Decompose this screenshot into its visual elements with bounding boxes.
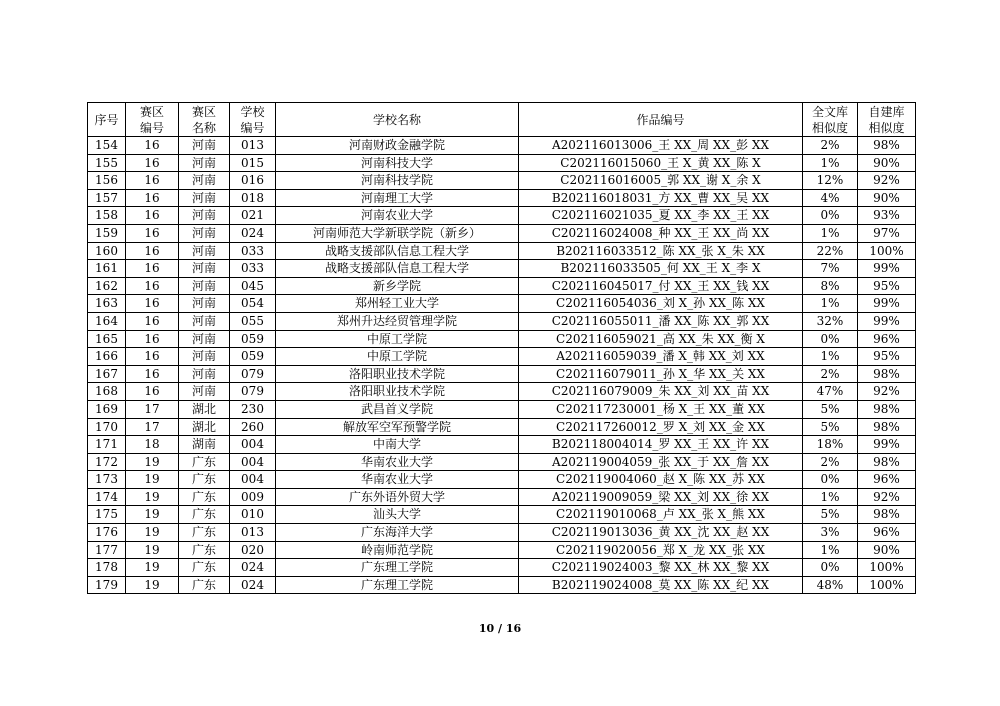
cell-col-school-name: 华南农业大学 — [276, 453, 519, 471]
cell-col-fulltext-similarity: 0% — [803, 330, 858, 348]
table-row — [88, 242, 916, 260]
table-header-row — [88, 103, 916, 137]
table-row — [88, 365, 916, 383]
cell-col-work-id: A202119009059_梁 XX_刘 XX_徐 XX — [519, 488, 803, 506]
cell-col-region-name: 广东 — [179, 541, 230, 559]
cell-col-school-code: 260 — [230, 418, 276, 436]
table-row — [88, 207, 916, 225]
cell-col-region-name: 广东 — [179, 471, 230, 489]
table-row — [88, 348, 916, 366]
header-col-region-code — [126, 103, 179, 137]
table-row — [88, 312, 916, 330]
cell-col-school-name: 华南农业大学 — [276, 471, 519, 489]
cell-col-school-code: 054 — [230, 295, 276, 313]
cell-col-school-code: 230 — [230, 400, 276, 418]
table-row — [88, 277, 916, 295]
cell-col-fulltext-similarity: 18% — [803, 436, 858, 454]
cell-col-school-code: 013 — [230, 137, 276, 155]
cell-col-school-name: 河南科技学院 — [276, 172, 519, 190]
cell-col-region-name: 河南 — [179, 207, 230, 225]
cell-col-index: 154 — [88, 137, 126, 155]
cell-col-work-id: C202119020056_郑 X_龙 XX_张 XX — [519, 541, 803, 559]
header-col-region-name — [179, 103, 230, 137]
cell-col-work-id: A202119004059_张 XX_于 XX_詹 XX — [519, 453, 803, 471]
cell-col-index: 158 — [88, 207, 126, 225]
header-label: 作品编号 — [636, 112, 685, 127]
cell-col-fulltext-similarity: 5% — [803, 400, 858, 418]
cell-col-school-name: 战略支援部队信息工程大学 — [276, 242, 519, 260]
table-row — [88, 330, 916, 348]
header-label: 编号 — [240, 120, 265, 135]
cell-col-school-name: 新乡学院 — [276, 277, 519, 295]
cell-col-fulltext-similarity: 0% — [803, 471, 858, 489]
cell-col-selfbuilt-similarity: 99% — [858, 260, 916, 278]
cell-col-selfbuilt-similarity: 90% — [858, 154, 916, 172]
cell-col-region-name: 湖南 — [179, 436, 230, 454]
header-col-fulltext-similarity — [803, 103, 858, 137]
cell-col-school-code: 013 — [230, 524, 276, 542]
cell-col-region-name: 河南 — [179, 348, 230, 366]
cell-col-school-code: 079 — [230, 383, 276, 401]
results-table — [87, 102, 916, 594]
cell-col-region-name: 河南 — [179, 295, 230, 313]
cell-col-region-name: 广东 — [179, 506, 230, 524]
cell-col-region-name: 广东 — [179, 559, 230, 577]
table-row — [88, 295, 916, 313]
cell-col-school-name: 广东外语外贸大学 — [276, 488, 519, 506]
cell-col-region-code: 16 — [126, 348, 179, 366]
table-row — [88, 471, 916, 489]
cell-col-selfbuilt-similarity: 93% — [858, 207, 916, 225]
cell-col-fulltext-similarity: 2% — [803, 137, 858, 155]
cell-col-school-name: 战略支援部队信息工程大学 — [276, 260, 519, 278]
table-row — [88, 400, 916, 418]
cell-col-selfbuilt-similarity: 99% — [858, 295, 916, 313]
cell-col-region-code: 16 — [126, 207, 179, 225]
cell-col-school-code: 024 — [230, 576, 276, 594]
cell-col-index: 163 — [88, 295, 126, 313]
cell-col-school-code: 016 — [230, 172, 276, 190]
cell-col-fulltext-similarity: 48% — [803, 576, 858, 594]
cell-col-school-name: 广东理工学院 — [276, 559, 519, 577]
header-col-school-code — [230, 103, 276, 137]
cell-col-school-name: 河南农业大学 — [276, 207, 519, 225]
cell-col-region-code: 16 — [126, 242, 179, 260]
cell-col-school-name: 武昌首义学院 — [276, 400, 519, 418]
cell-col-region-name: 广东 — [179, 524, 230, 542]
header-label: 赛区 — [191, 104, 216, 119]
cell-col-region-name: 河南 — [179, 260, 230, 278]
cell-col-region-name: 河南 — [179, 242, 230, 260]
cell-col-school-code: 033 — [230, 260, 276, 278]
cell-col-fulltext-similarity: 47% — [803, 383, 858, 401]
header-label: 赛区 — [139, 104, 164, 119]
cell-col-work-id: C202116024008_种 XX_王 XX_尚 XX — [519, 224, 803, 242]
cell-col-region-code: 16 — [126, 277, 179, 295]
cell-col-index: 176 — [88, 524, 126, 542]
cell-col-index: 173 — [88, 471, 126, 489]
cell-col-index: 172 — [88, 453, 126, 471]
cell-col-selfbuilt-similarity: 100% — [858, 576, 916, 594]
cell-col-region-code: 18 — [126, 436, 179, 454]
cell-col-index: 156 — [88, 172, 126, 190]
cell-col-index: 164 — [88, 312, 126, 330]
header-label: 自建库 — [868, 104, 905, 119]
cell-col-region-name: 广东 — [179, 453, 230, 471]
cell-col-region-code: 16 — [126, 295, 179, 313]
header-label: 全文库 — [811, 104, 848, 119]
cell-col-selfbuilt-similarity: 92% — [858, 172, 916, 190]
cell-col-school-name: 岭南师范学院 — [276, 541, 519, 559]
table-row — [88, 418, 916, 436]
cell-col-work-id: C202116079009_朱 XX_刘 XX_苗 XX — [519, 383, 803, 401]
cell-col-selfbuilt-similarity: 90% — [858, 541, 916, 559]
cell-col-selfbuilt-similarity: 99% — [858, 312, 916, 330]
cell-col-school-name: 解放军空军预警学院 — [276, 418, 519, 436]
cell-col-index: 155 — [88, 154, 126, 172]
cell-col-index: 160 — [88, 242, 126, 260]
cell-col-index: 167 — [88, 365, 126, 383]
table-row — [88, 260, 916, 278]
cell-col-region-name: 河南 — [179, 312, 230, 330]
cell-col-fulltext-similarity: 1% — [803, 541, 858, 559]
cell-col-selfbuilt-similarity: 99% — [858, 436, 916, 454]
cell-col-fulltext-similarity: 12% — [803, 172, 858, 190]
cell-col-school-name: 中原工学院 — [276, 348, 519, 366]
cell-col-region-name: 河南 — [179, 189, 230, 207]
cell-col-work-id: C202119004060_赵 X_陈 XX_苏 XX — [519, 471, 803, 489]
cell-col-index: 157 — [88, 189, 126, 207]
cell-col-selfbuilt-similarity: 95% — [858, 348, 916, 366]
cell-col-school-code: 015 — [230, 154, 276, 172]
cell-col-work-id: C202119013036_黄 XX_沈 XX_赵 XX — [519, 524, 803, 542]
cell-col-work-id: B202116033512_陈 XX_张 X_朱 XX — [519, 242, 803, 260]
cell-col-school-name: 河南师范大学新联学院（新乡） — [276, 224, 519, 242]
table-row — [88, 172, 916, 190]
cell-col-region-code: 19 — [126, 541, 179, 559]
cell-col-selfbuilt-similarity: 97% — [858, 224, 916, 242]
cell-col-region-code: 16 — [126, 224, 179, 242]
cell-col-selfbuilt-similarity: 95% — [858, 277, 916, 295]
cell-col-work-id: C202116045017_付 XX_王 XX_钱 XX — [519, 277, 803, 295]
cell-col-work-id: B202119024008_莫 XX_陈 XX_纪 XX — [519, 576, 803, 594]
cell-col-school-name: 郑州轻工业大学 — [276, 295, 519, 313]
cell-col-work-id: C202119024003_黎 XX_林 XX_黎 XX — [519, 559, 803, 577]
cell-col-school-name: 汕头大学 — [276, 506, 519, 524]
header-label: 编号 — [139, 120, 164, 135]
cell-col-region-code: 16 — [126, 330, 179, 348]
cell-col-region-name: 河南 — [179, 383, 230, 401]
header-label: 名称 — [191, 120, 216, 135]
header-label: 相似度 — [811, 120, 848, 135]
cell-col-selfbuilt-similarity: 100% — [858, 242, 916, 260]
cell-col-school-code: 004 — [230, 471, 276, 489]
cell-col-school-code: 010 — [230, 506, 276, 524]
cell-col-fulltext-similarity: 8% — [803, 277, 858, 295]
cell-col-fulltext-similarity: 1% — [803, 488, 858, 506]
cell-col-school-code: 059 — [230, 348, 276, 366]
cell-col-selfbuilt-similarity: 98% — [858, 506, 916, 524]
cell-col-fulltext-similarity: 5% — [803, 506, 858, 524]
table-body — [88, 137, 916, 594]
cell-col-work-id: B202116018031_方 XX_曹 XX_吴 XX — [519, 189, 803, 207]
cell-col-selfbuilt-similarity: 96% — [858, 524, 916, 542]
cell-col-school-code: 079 — [230, 365, 276, 383]
cell-col-region-name: 河南 — [179, 277, 230, 295]
cell-col-school-name: 洛阳职业技术学院 — [276, 365, 519, 383]
cell-col-fulltext-similarity: 2% — [803, 365, 858, 383]
cell-col-fulltext-similarity: 0% — [803, 207, 858, 225]
cell-col-selfbuilt-similarity: 98% — [858, 365, 916, 383]
cell-col-selfbuilt-similarity: 92% — [858, 383, 916, 401]
cell-col-school-code: 033 — [230, 242, 276, 260]
cell-col-region-code: 16 — [126, 137, 179, 155]
header-label: 序号 — [94, 112, 119, 127]
cell-col-index: 170 — [88, 418, 126, 436]
cell-col-school-code: 059 — [230, 330, 276, 348]
cell-col-region-code: 16 — [126, 365, 179, 383]
table-row — [88, 488, 916, 506]
cell-col-work-id: C202116015060_王 X_黄 XX_陈 X — [519, 154, 803, 172]
cell-col-region-name: 河南 — [179, 365, 230, 383]
cell-col-index: 178 — [88, 559, 126, 577]
cell-col-region-name: 湖北 — [179, 418, 230, 436]
cell-col-index: 159 — [88, 224, 126, 242]
cell-col-school-code: 045 — [230, 277, 276, 295]
cell-col-school-code: 018 — [230, 189, 276, 207]
cell-col-region-code: 17 — [126, 400, 179, 418]
cell-col-region-code: 16 — [126, 172, 179, 190]
cell-col-fulltext-similarity: 32% — [803, 312, 858, 330]
cell-col-fulltext-similarity: 3% — [803, 524, 858, 542]
cell-col-index: 161 — [88, 260, 126, 278]
cell-col-region-name: 河南 — [179, 224, 230, 242]
cell-col-region-code: 16 — [126, 383, 179, 401]
cell-col-index: 175 — [88, 506, 126, 524]
cell-col-index: 168 — [88, 383, 126, 401]
cell-col-selfbuilt-similarity: 90% — [858, 189, 916, 207]
header-col-index — [88, 103, 126, 137]
cell-col-selfbuilt-similarity: 92% — [858, 488, 916, 506]
cell-col-work-id: C202117230001_杨 X_王 XX_董 XX — [519, 400, 803, 418]
cell-col-region-name: 河南 — [179, 137, 230, 155]
cell-col-index: 162 — [88, 277, 126, 295]
cell-col-work-id: C202116059021_高 XX_朱 XX_衡 X — [519, 330, 803, 348]
cell-col-school-code: 021 — [230, 207, 276, 225]
cell-col-index: 166 — [88, 348, 126, 366]
cell-col-region-code: 17 — [126, 418, 179, 436]
cell-col-school-name: 河南理工大学 — [276, 189, 519, 207]
cell-col-school-code: 024 — [230, 559, 276, 577]
cell-col-selfbuilt-similarity: 100% — [858, 559, 916, 577]
cell-col-work-id: C202116054036_刘 X_孙 XX_陈 XX — [519, 295, 803, 313]
cell-col-school-name: 洛阳职业技术学院 — [276, 383, 519, 401]
cell-col-fulltext-similarity: 1% — [803, 224, 858, 242]
cell-col-region-code: 16 — [126, 189, 179, 207]
cell-col-region-code: 19 — [126, 524, 179, 542]
cell-col-region-name: 河南 — [179, 330, 230, 348]
cell-col-school-name: 广东海洋大学 — [276, 524, 519, 542]
cell-col-school-code: 009 — [230, 488, 276, 506]
header-col-work-id — [519, 103, 803, 137]
cell-col-index: 169 — [88, 400, 126, 418]
table-row — [88, 137, 916, 155]
cell-col-region-name: 广东 — [179, 576, 230, 594]
cell-col-selfbuilt-similarity: 96% — [858, 330, 916, 348]
cell-col-index: 177 — [88, 541, 126, 559]
header-col-selfbuilt-similarity — [858, 103, 916, 137]
cell-col-work-id: C202116055011_潘 XX_陈 XX_郭 XX — [519, 312, 803, 330]
cell-col-work-id: C202116021035_夏 XX_李 XX_王 XX — [519, 207, 803, 225]
cell-col-selfbuilt-similarity: 98% — [858, 418, 916, 436]
results-table-container — [87, 102, 915, 594]
cell-col-school-code: 004 — [230, 453, 276, 471]
cell-col-index: 171 — [88, 436, 126, 454]
table-row — [88, 524, 916, 542]
cell-col-region-code: 19 — [126, 559, 179, 577]
table-row — [88, 559, 916, 577]
cell-col-fulltext-similarity: 4% — [803, 189, 858, 207]
cell-col-school-name: 中原工学院 — [276, 330, 519, 348]
cell-col-fulltext-similarity: 1% — [803, 154, 858, 172]
cell-col-work-id: A202116013006_王 XX_周 XX_彭 XX — [519, 137, 803, 155]
cell-col-region-name: 湖北 — [179, 400, 230, 418]
page-number: 10 / 16 — [478, 622, 522, 635]
cell-col-region-code: 19 — [126, 488, 179, 506]
cell-col-work-id: B202116033505_何 XX_王 X_李 X — [519, 260, 803, 278]
table-row — [88, 436, 916, 454]
cell-col-region-name: 河南 — [179, 172, 230, 190]
cell-col-region-code: 16 — [126, 260, 179, 278]
cell-col-region-code: 16 — [126, 154, 179, 172]
table-row — [88, 154, 916, 172]
cell-col-fulltext-similarity: 22% — [803, 242, 858, 260]
cell-col-work-id: C202116079011_孙 X_华 XX_关 XX — [519, 365, 803, 383]
cell-col-fulltext-similarity: 1% — [803, 348, 858, 366]
cell-col-fulltext-similarity: 7% — [803, 260, 858, 278]
header-label: 学校 — [240, 104, 265, 119]
cell-col-work-id: A202116059039_潘 X_韩 XX_刘 XX — [519, 348, 803, 366]
cell-col-region-code: 19 — [126, 576, 179, 594]
header-label: 相似度 — [868, 120, 905, 135]
cell-col-school-name: 河南财政金融学院 — [276, 137, 519, 155]
cell-col-fulltext-similarity: 0% — [803, 559, 858, 577]
cell-col-school-name: 河南科技大学 — [276, 154, 519, 172]
table-row — [88, 506, 916, 524]
table-row — [88, 541, 916, 559]
table-row — [88, 224, 916, 242]
cell-col-fulltext-similarity: 1% — [803, 295, 858, 313]
cell-col-fulltext-similarity: 5% — [803, 418, 858, 436]
cell-col-work-id: C202119010068_卢 XX_张 X_熊 XX — [519, 506, 803, 524]
table-row — [88, 453, 916, 471]
header-label: 学校名称 — [372, 112, 421, 127]
table-row — [88, 383, 916, 401]
cell-col-work-id: C202116016005_郭 XX_谢 X_余 X — [519, 172, 803, 190]
cell-col-region-code: 19 — [126, 471, 179, 489]
cell-col-fulltext-similarity: 2% — [803, 453, 858, 471]
cell-col-school-code: 004 — [230, 436, 276, 454]
table-row — [88, 576, 916, 594]
cell-col-school-code: 024 — [230, 224, 276, 242]
cell-col-index: 179 — [88, 576, 126, 594]
cell-col-index: 174 — [88, 488, 126, 506]
table-row — [88, 189, 916, 207]
cell-col-school-name: 广东理工学院 — [276, 576, 519, 594]
cell-col-region-code: 19 — [126, 453, 179, 471]
cell-col-school-code: 020 — [230, 541, 276, 559]
cell-col-selfbuilt-similarity: 96% — [858, 471, 916, 489]
cell-col-region-name: 河南 — [179, 154, 230, 172]
cell-col-school-code: 055 — [230, 312, 276, 330]
cell-col-region-name: 广东 — [179, 488, 230, 506]
cell-col-selfbuilt-similarity: 98% — [858, 453, 916, 471]
cell-col-school-name: 中南大学 — [276, 436, 519, 454]
cell-col-work-id: B202118004014_罗 XX_王 XX_许 XX — [519, 436, 803, 454]
header-col-school-name — [276, 103, 519, 137]
cell-col-selfbuilt-similarity: 98% — [858, 137, 916, 155]
cell-col-school-name: 郑州升达经贸管理学院 — [276, 312, 519, 330]
cell-col-index: 165 — [88, 330, 126, 348]
cell-col-region-code: 19 — [126, 506, 179, 524]
cell-col-region-code: 16 — [126, 312, 179, 330]
cell-col-work-id: C202117260012_罗 X_刘 XX_金 XX — [519, 418, 803, 436]
cell-col-selfbuilt-similarity: 98% — [858, 400, 916, 418]
